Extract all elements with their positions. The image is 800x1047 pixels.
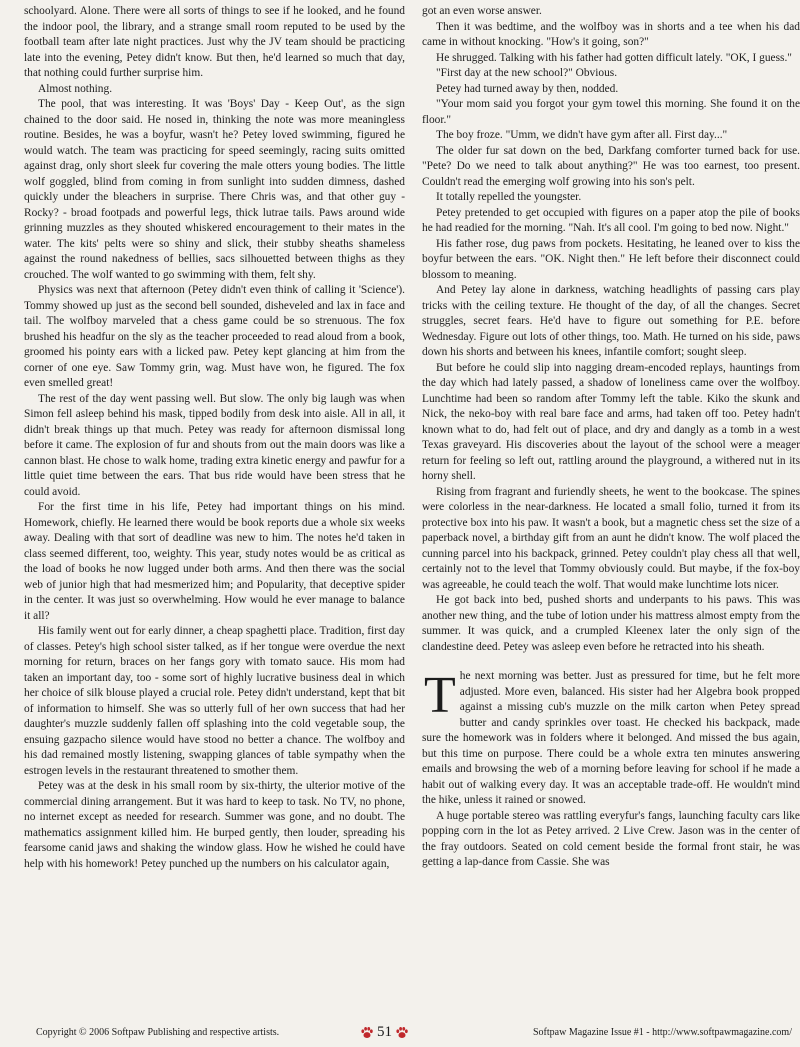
dropcap-paragraph-text: he next morning was better. Just as pressured for time, but he felt more adjusted. More even, balanced. His sister had her Algebra book propped against a missing cub's muzzle on the milk carton when Petey spread butter and candy sprinkles over toast. He checked his backpack, made sure the homework was in folders where it belonged. And missed the bus again, but this time on purpose. There could be a whole extra ten minutes answering emails and browsing the web of a morning before leaving for school if he made a habit out of walking every day. It was an acceptable trade-off. He wouldn't mind the hike, unless it rained or snowed. [422, 670, 800, 806]
paragraph: "Your mom said you forgot your gym towel this morning. She found it on the floor." [422, 98, 800, 126]
paragraph: Then it was bedtime, and the wolfboy was in shorts and a tee when his dad came in without knocking. "How's it going, son?" [422, 20, 800, 48]
paragraph: got an even worse answer. [422, 5, 542, 17]
paragraph: His father rose, dug paws from pockets. Hesitating, he leaned over to kiss the boyfur between the ears. "OK. Night then." He left before their disconnect could blossom to meaning. [422, 237, 800, 281]
paragraph: He got back into bed, pushed shorts and underpants to his paws. This was another new thing, and the tube of lotion under his mattress almost empty from the summer. It was quick, and a crumpled Kleenex later the only sign of the clandestine deed. Petey was asleep even before he retracted into his sheath. [422, 594, 800, 653]
paragraph: Petey had turned away by then, nodded. [436, 82, 619, 95]
paragraph: Almost nothing. [38, 82, 113, 95]
left-column [24, 4, 405, 872]
page-number: 51 [377, 1024, 392, 1040]
page-number-block [360, 1024, 409, 1041]
issue-info: Softpaw Magazine Issue #1 - http://www.softpawmagazine.com/ [532, 1027, 792, 1038]
paragraph: It totally repelled the youngster. [436, 191, 582, 203]
section-break [422, 655, 800, 669]
paragraph: Rising from fragrant and furiendly sheets, he went to the bookcase. The spines were colorless in the near-darkness. He located a small folio, turned it from its protective box into his paw. It wasn't a book, but a magnetic chess set the size of a paperback novel, a birthday gift from an aunt he didn't know. The wolf placed the cunning parcel into his backpack, grinned. Petey couldn't play chess all that well, certainly not to the level that Tommy obviously could. But maybe, if the fox-boy was agreeable, he could teach the wolf. That would make lunchtime lots nicer. [422, 485, 800, 591]
paragraph: The boy froze. "Umm, we didn't have gym after all. First day..." [436, 129, 728, 141]
paragraph: The older fur sat down on the bed, Darkfang comforter turned back for use. "Pete? Do we need to talk about anything?" He was too earnest, too present. Couldn't read the emerging wolf growing into his son's pelt. [422, 144, 800, 188]
paw-print-icon [395, 1026, 409, 1040]
paragraph: The pool, that was interesting. It was 'Boys' Day - Keep Out', as the sign chained to the door said. He nosed in, thinking the note was more meaningless routine. Besides, he was a boyfur, wasn't he? Petey loved swimming, figured he would watch. The team was practicing for speed seemingly, racing suits omitted against drag, only short sleek fur covering the male otters young bodies. The little wolf goggled, blind from coming in from sunlight into sudden dimness, dashed quickly under the bleachers in surprise. There Chris was, and that other guy - Rocky? - broad footpads and powerful legs, thick lutrae tails. Paws around wide grinning muzzles as they shouted whiskered encouragement to their mates in the water. The kits' pelts were so shiny and slick, their stubby sheaths shameless against the round nakedness of bellies, sacs silhouetted between thighs as they crouched. The wolf wanted to go swimming with them, felt shy. [24, 98, 405, 281]
dropcap-paragraph [422, 669, 800, 809]
paragraph: Petey was at the desk in his small room by six-thirty, the ulterior motive of the commercial dining arrangement. But it was hard to keep to task. No TV, no phone, no internet except as needed for research. Summer was gone, and no doubt. The mathematics assignment killed him. He burped gently, then louder, spreading his fearsome canid jaws and shaking the window glass. How he wished he could have help with his homework! Petey punched up the numbers on his calculator again, [24, 780, 405, 870]
right-column [422, 4, 800, 871]
paw-print-icon [360, 1026, 374, 1040]
paragraph: His family went out for early dinner, a cheap spaghetti place. Tradition, first day of classes. Petey's high school sister talked, as if her tongue were overdue the next morning for return, braces on her fangs gory with tomato sauce. His mom had taken an important day, too - some sort of highly lucrative business deal in which her choice of silk blouse played a crucial role. Petey didn't understand, kept that bit of information to himself. She was so utterly full of her own success that had her daughter's muzzle suddenly fallen off splashing into the cold vegetable soup, the ensuing gazpacho silence would have stood no better a chance. The wolfboy and his dad remained mostly listening, swapping glances of table sympathy when the estrogen levels in the restaurant threatened to smother them. [24, 625, 405, 777]
paragraph: Physics was next that afternoon (Petey didn't even think of calling it 'Science'). Tommy showed up just as the second bell sounded, disheveled and lax in face and tail. The wolfboy marveled that a chess game could be so strenuous. The fox brushed his headfur on the sly as the teacher proceeded to read aloud from a book, groomed his pointy ears with a licked paw. Petey kept glancing at him from the corner of one eye. Saw Tommy grin, wag. Must have won, he figured. The fox even smelled great! [24, 284, 405, 389]
paragraph: The rest of the day went passing well. But slow. The only big laugh was when Simon fell asleep behind his mask, tipped bodily from desk into aisle. All in all, it didn't break things up that much. Petey was ready for afternoon dismissal long before it came. The explosion of fur and shouts from out the main doors was like a cannon blast. He chose to walk home, trading extra kinetic energy and pawfur for a little quiet time between the ears. That bus ride would have been stress that he could avoid. [24, 392, 405, 498]
paragraph: For the first time in his life, Petey had important things on his mind. Homework, chiefly. He learned there would be book reports due a whole six weeks away. Dealing with that sort of deadline was new to him. The notes he'd taken in class seemed different, too, weighty. This year, study notes would be as critical as the load of books he now lugged under both arms. And then there was the social web of junior high that had mesmerized him; and Popularity, that deceptive spider in the center. It was just so overwhelming. How would he ever manage to balance it all? [24, 501, 405, 622]
paragraph: And Petey lay alone in darkness, watching headlights of passing cars play tricks with the ceiling texture. He thought of the day, of all the changes. Secret struggles, secret fears. He'd have to figure out something for P.E. before Wednesday. Figure out lots of other things, too. Math. He turned on his side, paws down his shorts and between his knees, infantile comfort; sought sleep. [422, 284, 800, 358]
page-footer [0, 1024, 800, 1044]
paragraph: schoolyard. Alone. There were all sorts of things to see if he looked, and he found the indoor pool, the library, and a strange small room reputed to be used by the football team after late night practices. Just why the JV team should be practicing late into the evening, Petey didn't know. But then, he'd learned so much that day, that nothing could further surprise him. [24, 5, 405, 79]
dropcap-letter: T [424, 667, 456, 724]
paragraph: But before he could slip into nagging dream-encoded replays, hauntings from the day which had lately passed, a shadow of loneliness came over the wolfboy. Lunchtime had been so random after Tommy left the table. Kiko the skunk and Nick, the neko-boy with real bare face and arms, had taken off too. Petey hadn't known what to do, had felt out of place, and dry and dangly as a tomb in a west Texas graveyard. His discoveries about the layout of the school were a meager return for feeling so left out, rattling around the playground, a withered nut in its horny shell. [422, 361, 800, 482]
paragraph: Petey pretended to get occupied with figures on a paper atop the pile of books he had readied for the morning. "Nah. It's all cool. I'm going to bed now. Night." [422, 206, 800, 234]
copyright-text: Copyright © 2006 Softpaw Publishing and respective artists. [36, 1027, 280, 1038]
paragraph: "First day at the new school?" Obvious. [436, 67, 618, 79]
paragraph: A huge portable stereo was rattling everyfur's fangs, launching faculty cars like popping corn in the lot as Petey arrived. 2 Live Crew. Jason was in the center of the fray outdoors. Seated on cold cement beside the formal front stair, he was getting a lap-dance from Cassie. She was [422, 809, 800, 868]
paragraph: He shrugged. Talking with his father had gotten difficult lately. "OK, I guess." [436, 51, 792, 64]
